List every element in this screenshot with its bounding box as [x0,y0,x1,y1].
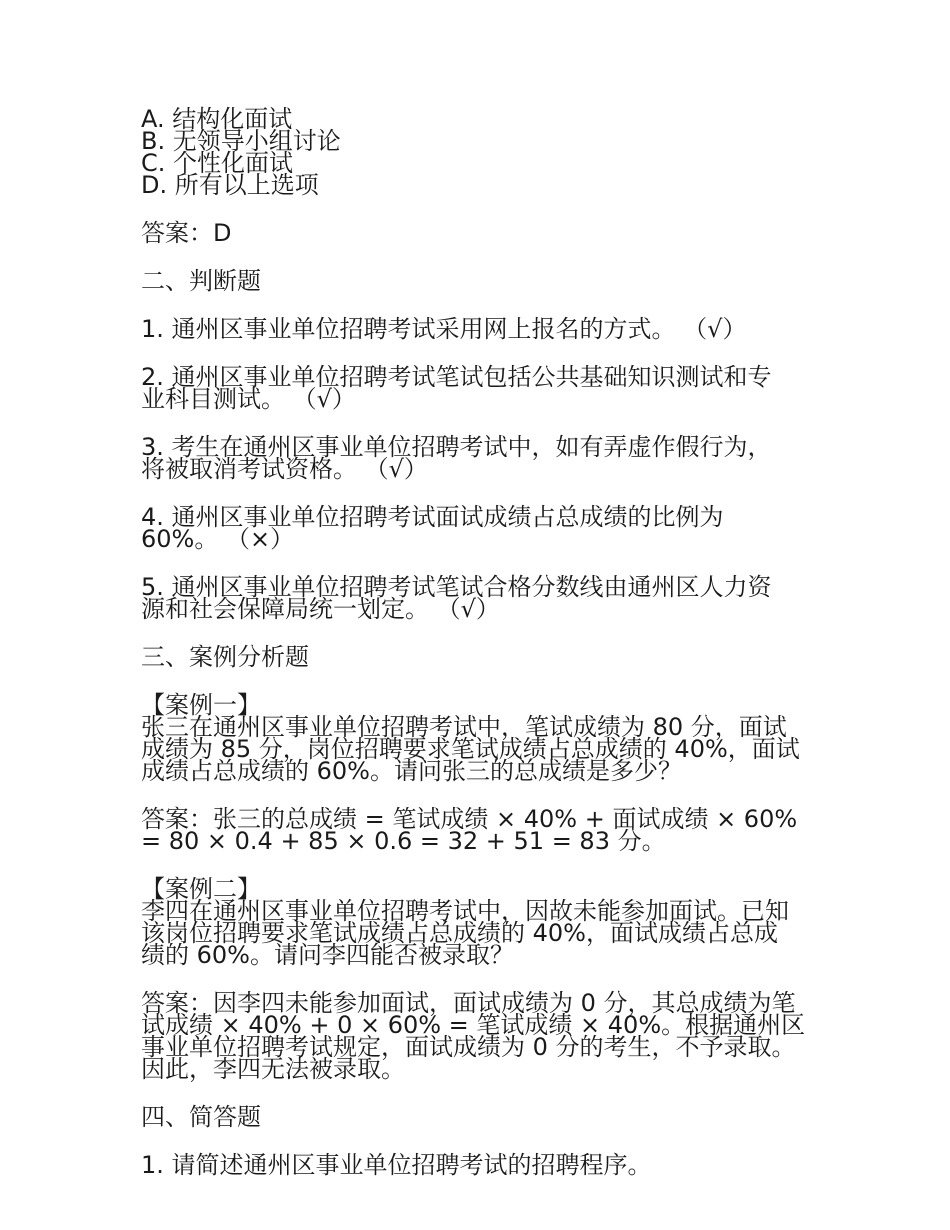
judgment-2-line-1: 2. 通州区事业单位招聘考试笔试包括公共基础知识测试和专 [141,363,772,391]
section-2-title: 二、判断题 [141,267,261,295]
case-2 [141,875,816,969]
case-2-answer [141,989,816,1083]
options-list [141,105,816,199]
judgment-5-line-2: 源和社会保障局统一划定。 （√） [141,595,500,623]
judgment-item-5 [141,573,816,623]
judgment-item-4 [141,503,816,553]
case-2-body-line-2: 该岗位招聘要求笔试成绩占总成绩的 40%，面试成绩占总成 [141,919,778,947]
judgment-item-2 [141,363,816,413]
judgment-4-line-2: 60%。 （×） [141,525,295,553]
case-2-answer-line-2: 试成绩 × 40% + 0 × 60% = 笔试成绩 × 40%。根据通州区 [141,1011,806,1039]
judgment-5-line-1: 5. 通州区事业单位招聘考试笔试合格分数线由通州区人力资 [141,573,772,601]
short-answer-question-1: 1. 请简述通州区事业单位招聘考试的招聘程序。 [141,1151,652,1179]
judgment-item-1 [141,315,816,343]
judgment-1-line-1: 1. 通州区事业单位招聘考试采用网上报名的方式。 （√） [141,315,747,343]
case-1 [141,691,816,785]
section-3-title: 三、案例分析题 [141,643,309,671]
case-2-title: 【案例二】 [141,875,261,903]
option-b: B. 无领导小组讨论 [141,127,341,155]
case-2-answer-line-4: 因此，李四无法被录取。 [141,1055,405,1083]
case-1-body-line-3: 成绩占总成绩的 60%。请问张三的总成绩是多少？ [141,757,682,785]
case-1-body-line-1: 张三在通州区事业单位招聘考试中，笔试成绩为 80 分，面试 [141,713,787,741]
case-2-body-line-1: 李四在通州区事业单位招聘考试中，因故未能参加面试。已知 [141,897,789,925]
case-1-title: 【案例一】 [141,691,261,719]
judgment-4-line-1: 4. 通州区事业单位招聘考试面试成绩占总成绩的比例为 [141,503,724,531]
case-2-body-line-3: 绩的 60%。请问李四能否被录取？ [141,941,514,969]
case-1-body-line-2: 成绩为 85 分，岗位招聘要求笔试成绩占总成绩的 40%，面试 [141,735,800,763]
option-d: D. 所有以上选项 [141,171,319,199]
case-1-answer-line-1: 答案：张三的总成绩 = 笔试成绩 × 40% + 面试成绩 × 60% [141,805,798,833]
case-2-answer-line-3: 事业单位招聘考试规定，面试成绩为 0 分的考生，不予录取。 [141,1033,796,1061]
document-content [141,105,816,1179]
judgment-3-line-1: 3. 考生在通州区事业单位招聘考试中，如有弄虚作假行为， [141,433,772,461]
mc-answer: 答案：D [141,219,232,247]
case-1-answer [141,805,816,855]
option-c: C. 个性化面试 [141,149,294,177]
judgment-2-line-2: 业科目测试。 （√） [141,385,356,413]
section-4-title: 四、简答题 [141,1103,261,1131]
case-1-answer-line-2: = 80 × 0.4 + 85 × 0.6 = 32 + 51 = 83 分。 [141,827,666,855]
judgment-3-line-2: 将被取消考试资格。 （√） [141,455,428,483]
judgment-item-3 [141,433,816,483]
case-2-answer-line-1: 答案：因李四未能参加面试，面试成绩为 0 分，其总成绩为笔 [141,989,796,1017]
option-a: A. 结构化面试 [141,105,293,133]
